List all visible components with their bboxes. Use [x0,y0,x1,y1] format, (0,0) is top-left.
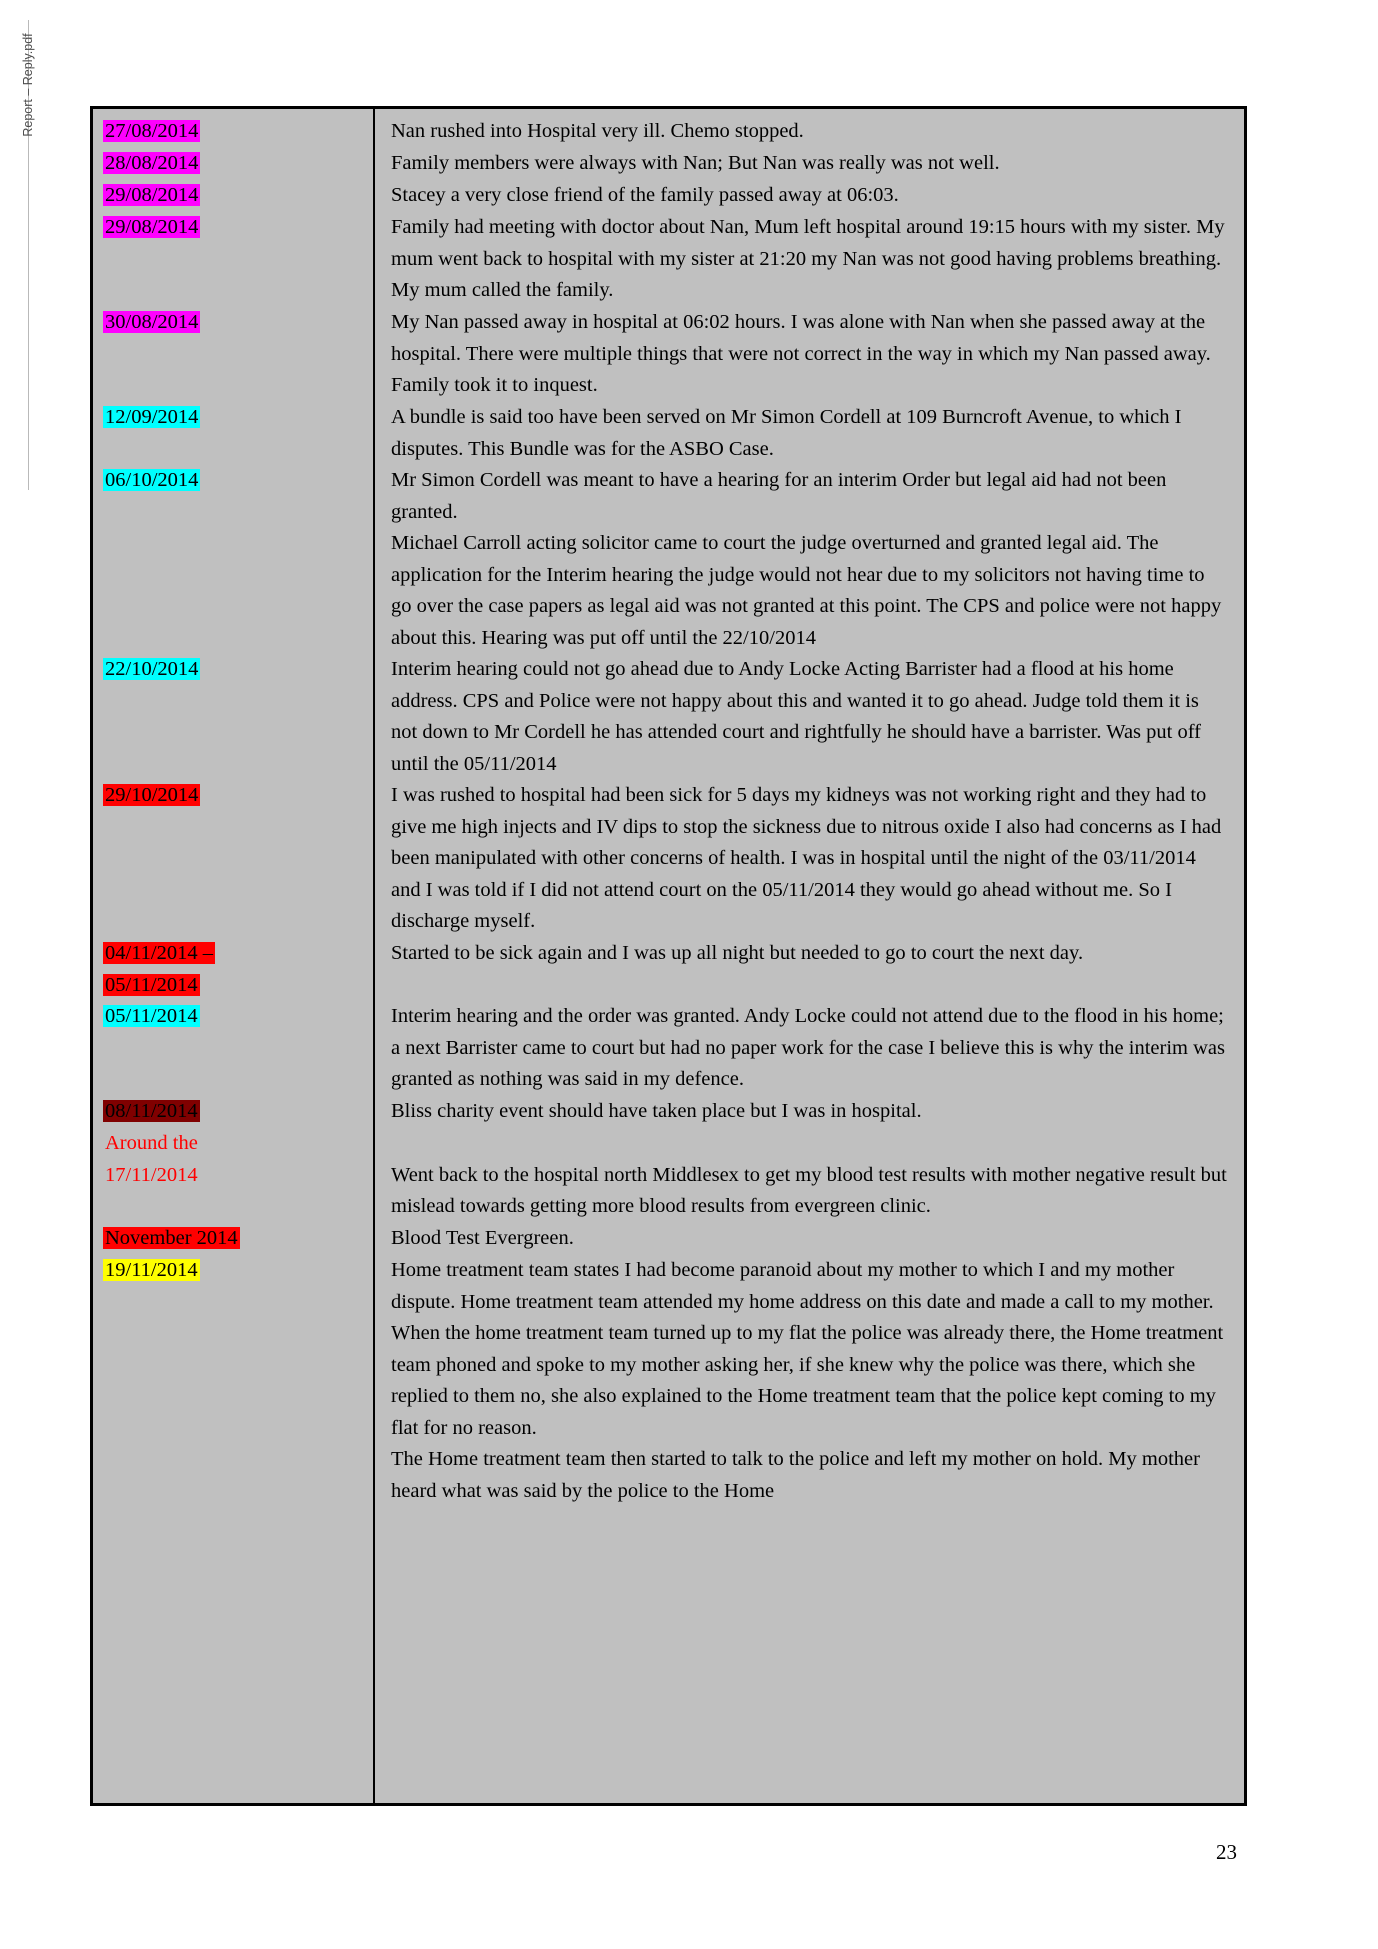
event-date-value: 29/08/2014 [105,216,199,238]
event-date-value-2: 05/11/2014 [105,973,198,996]
event-date [103,1255,373,1318]
event-text [391,1223,1228,1255]
events-column [375,109,1244,1803]
event-date [103,148,373,180]
event-text-value: Family had meeting with doctor about Nan, Mum left hospital around 19:15 hours with my sister. My mum went back to hospital with my sister at 21:20 my Nan was not good having problems breathing. My mum called the family. [391,216,1225,301]
event-text-value: Started to be sick again and I was up all night but needed to go to court the next day. [391,942,1084,964]
event-date [103,402,373,465]
event-text [391,1096,1228,1128]
event-text [391,465,1228,528]
event-date-value: November 2014 [105,1227,238,1249]
event-date-value-2: 17/11/2014 [105,1163,198,1186]
event-date [103,780,373,938]
event-text-value: Bliss charity event should have taken place but I was in hospital. [391,1100,922,1122]
event-text [391,116,1228,148]
event-date [103,465,373,528]
event-date-value: 05/11/2014 [105,1005,198,1027]
event-text [391,148,1228,180]
event-text-value: Interim hearing could not go ahead due to Andy Locke Acting Barrister had a flood at his home address. CPS and Police were not happy about this and wanted it to go ahead. Judge told them it is not down to Mr Cordell he has attended court and rightfully he should have a barrister. Was put off until the 05/11/2014 [391,658,1202,775]
event-date-value: 04/11/2014 – [105,942,214,964]
pdf-tab-label: Report – Reply.pdf [21,33,35,137]
event-text [391,402,1228,465]
event-text [391,654,1228,780]
dates-column [93,109,375,1803]
event-text [391,1318,1228,1444]
event-text [391,1001,1228,1096]
pdf-tab-strip [0,0,46,500]
event-date [103,212,373,307]
event-text-value: The Home treatment team then started to talk to the police and left my mother on hold. My mother heard what was said by the police to the Home [391,1448,1200,1502]
event-date [103,1096,373,1128]
event-text-value: Blood Test Evergreen. [391,1227,574,1249]
event-date [103,938,373,1001]
page-number: 23 [1216,1840,1237,1864]
event-date [103,1223,373,1255]
event-text [391,938,1228,1001]
event-date-value: 08/11/2014 [105,1100,198,1122]
event-date-value: 27/08/2014 [105,120,199,142]
event-text [391,180,1228,212]
event-date [103,307,373,402]
event-text [391,1255,1228,1318]
event-text-value: Home treatment team states I had become paranoid about my mother to which I and my mother dispute. Home treatment team attended my home address on this date and made a call to my mother. [391,1259,1214,1313]
event-text [391,212,1228,307]
event-text-value: When the home treatment team turned up to my flat the police was already there, the Home treatment team phoned and spoke to my mother asking her, if she knew why the police was there, which she replied to them no, she also explained to the Home treatment team that the police kept coming to my flat for no reason. [391,1322,1224,1439]
event-text [391,307,1228,402]
event-text [391,780,1228,938]
event-text-value: Nan rushed into Hospital very ill. Chemo stopped. [391,120,804,142]
event-date-value: 06/10/2014 [105,469,199,491]
event-date-value: 12/09/2014 [105,406,199,428]
blank-line [391,1128,1228,1160]
event-date-value: Around the [105,1132,198,1154]
event-date-value: 19/11/2014 [105,1259,198,1281]
event-date-value: 29/08/2014 [105,184,199,206]
event-text [391,1444,1228,1507]
event-text-value: My Nan passed away in hospital at 06:02 hours. I was alone with Nan when she passed away at the hospital. There were multiple things that were not correct in the way in which my Nan passed away. Family took it to inquest. [391,311,1211,396]
event-text-value: Went back to the hospital north Middlesex to get my blood test results with mother negative result but mislead towards getting more blood results from evergreen clinic. [391,1163,1227,1217]
event-date-value: 28/08/2014 [105,152,199,174]
event-text [391,1128,1228,1223]
event-text-value: Michael Carroll acting solicitor came to court the judge overturned and granted legal aid. The application for the Interim hearing the judge would not hear due to my solicitors not having time to go over the case papers as legal aid was not granted at this point. The CPS and police were not happy about this. Hearing was put off until the 22/10/2014 [391,532,1222,649]
document-timeline-table [90,106,1247,1806]
event-text-value: I was rushed to hospital had been sick for 5 days my kidneys was not working right and they had to give me high injects and IV dips to stop the sickness due to nitrous oxide I also had concerns as I had been manipulated with other concerns of health. I was in hospital until the night of the 03/11/2014 and I was told if I did not attend court on the 05/11/2014 they would go ahead without me. So I discharge myself. [391,784,1222,932]
event-text-value: Mr Simon Cordell was meant to have a hearing for an interim Order but legal aid had not been granted. [391,469,1167,523]
event-date-value: 22/10/2014 [105,658,199,680]
event-date-value: 30/08/2014 [105,311,199,333]
event-text-value: Interim hearing and the order was granted. Andy Locke could not attend due to the flood in his home; a next Barrister came to court but had no paper work for the case I believe this is why the interim was granted as nothing was said in my defence. [391,1005,1225,1090]
event-date-value: 29/10/2014 [105,784,199,806]
event-date [103,116,373,148]
event-text-value: Family members were always with Nan; But Nan was really was not well. [391,152,1000,174]
event-text-value: A bundle is said too have been served on Mr Simon Cordell at 109 Burncroft Avenue, to which I disputes. This Bundle was for the ASBO Case. [391,406,1182,460]
event-text [391,528,1228,654]
event-date [103,1001,373,1096]
event-date [103,180,373,212]
event-date [103,1128,373,1223]
event-text-value: Stacey a very close friend of the family passed away at 06:03. [391,184,899,206]
event-date [103,654,373,780]
